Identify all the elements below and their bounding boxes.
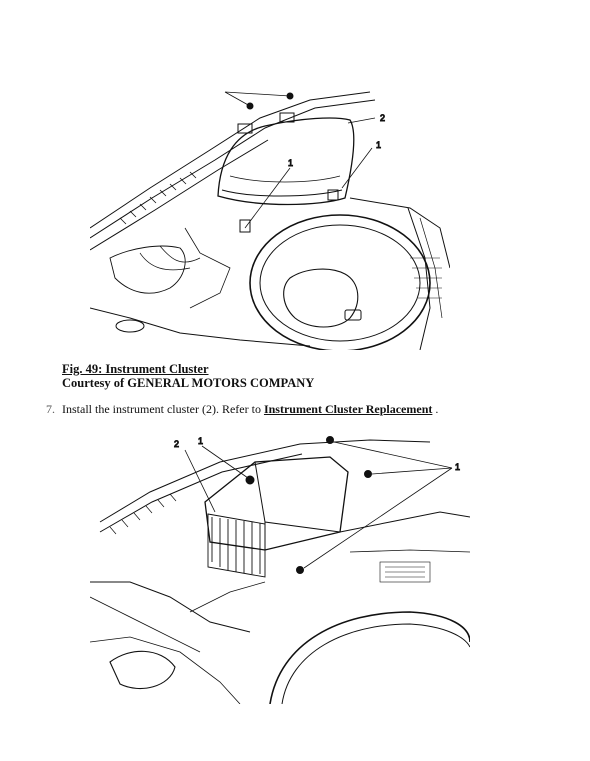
figure-caption-credit: Courtesy of GENERAL MOTORS COMPANY bbox=[62, 376, 315, 390]
procedure-step bbox=[46, 402, 438, 417]
figure-caption bbox=[62, 362, 314, 390]
step-text: Install the instrument cluster (2). Refer to bbox=[62, 402, 264, 416]
figure2-callout-2: 2 bbox=[174, 439, 180, 449]
figure-caption-title: Fig. 49: Instrument Cluster bbox=[62, 362, 209, 376]
step-number: 7. bbox=[46, 402, 55, 416]
step-suffix: . bbox=[432, 402, 439, 416]
figure1-callout-1a: 1 bbox=[376, 140, 382, 150]
figure1-callout-2: 2 bbox=[380, 113, 386, 123]
instrument-cluster-install-illustration bbox=[90, 432, 470, 704]
figure2-callout-1a: 1 bbox=[198, 436, 204, 446]
instrument-cluster-illustration bbox=[90, 78, 450, 350]
figure1-callout-1b: 1 bbox=[288, 158, 294, 168]
instrument-cluster-replacement-link[interactable]: Instrument Cluster Replacement bbox=[263, 402, 433, 416]
figure2-callout-1b: 1 bbox=[455, 462, 461, 472]
